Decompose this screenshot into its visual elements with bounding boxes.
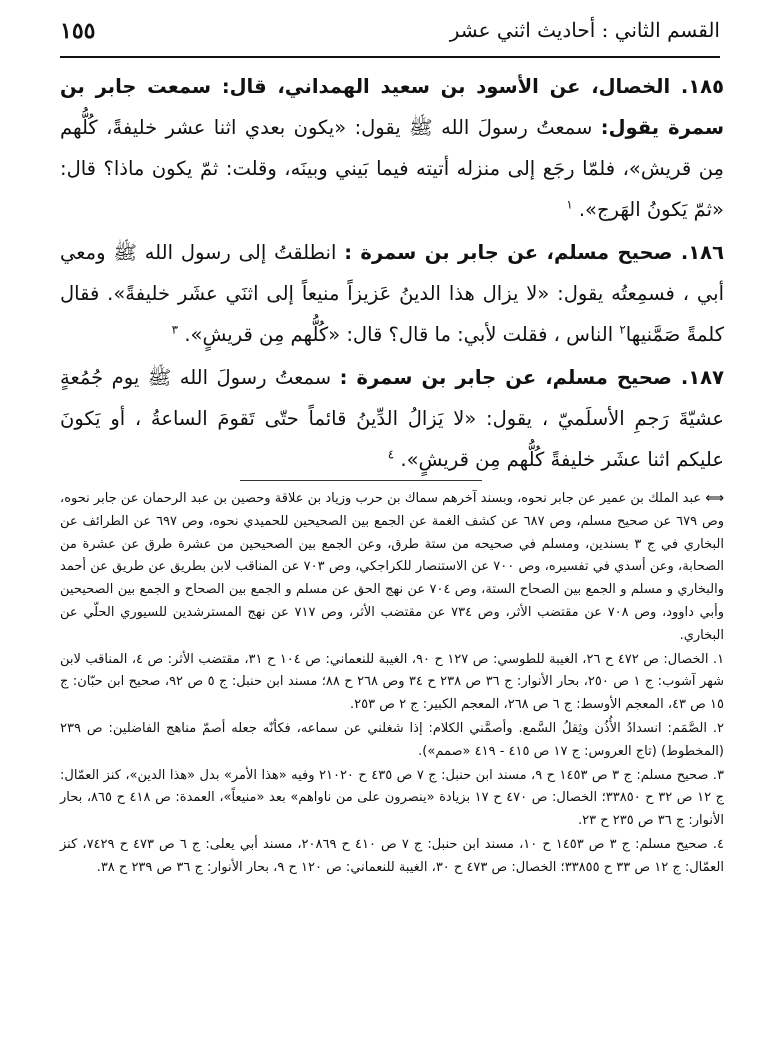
hadith-number: ١٨٦	[688, 241, 724, 264]
footnote-text: عبد الملك بن عمير عن جابر نحوه، وبسند آخرهم سماك بن حرب وزياد بن علاقة وحصين بن عبد الرحمان عن جابر نحوه، وص ٦٧٩ عن صحيح مسلم، وص ٦٨٧ عن كشف الغمة عن الجمع بين الصحيحين للحميدي نحوه، وص ٦٩٧ عن الطرائف عن البخاري في ج ٣ بسندين، ومسلم في صحيحه من ستة طرق، وعن الجمع بين الصحيحين من عشرة طرق عن عشرة من الصحابة، وعن أسدي في تفسيره، وص ٧٠٠ عن الاستنصار للكراجكي، وص ٧٠٣ عن المناقب لابن بطريق عن طريق عن أحمد والبخاري و مسلم و الجمع بين الصحاح الستة، وص ٧٠٤ عن نهج الحق عن مسلم و الجمع بين الصحاح و الجمع بين الصحيحين وأبي داوود، وص ٧٠٨ عن مقتضب الأثر، وص ٧٣٤ عن مقتضب الأثر، وص ٧١٧ عن نهج المسترشدين للسيوري الحلّي عن البخاري.	[60, 491, 725, 643]
continuation-arrow-icon: ⟺	[705, 491, 724, 506]
footnotes	[60, 488, 724, 881]
footnote-separator	[240, 480, 482, 481]
page-number: ١٥٥	[60, 18, 96, 44]
hadith-text: سمعتُ رسولَ الله ﷺ يقول: «يكون بعدي اثنا عشر خليفةً، كُلُّهم مِن قريش»، فلمّا رجَع إلى منزله أتيته فيما بَيني وبينَه، وقلت: ثمّ يكون ماذا؟ قال: «ثمّ يَكونُ الهَرج».	[60, 116, 724, 221]
hadith-source: صحيح مسلم، عن جابر بن سمرة :	[344, 241, 673, 264]
footnote-ref[interactable]: ٤	[387, 447, 395, 462]
footnote-4: ٤. صحيح مسلم: ج ٣ ص ١٤٥٣ ح ١٠، مسند ابن حنبل: ج ٧ ص ٤١٠ ح ٢٠٨٦٩، مسند أبي يعلى: ج ٦ ص ٤٧٣ ح ٧٤٢٩، كنز العمّال: ج ١٢ ص ٣٣ ح ٣٣٨٥٥؛ الخصال: ص ٤٧٣ ح ٣٠، الغيبة للنعماني: ص ١٢٠ ح ٩، بحار الأنوار: ج ٣٦ ص ٢٣٩ ح ٣٨.	[60, 836, 724, 875]
hadith-number: ١٨٧	[688, 366, 724, 389]
hadith-185: ١٨٥. الخصال، عن الأسود بن سعيد الهمداني، قال: سمعت جابر بن سمرة يقول: سمعتُ رسولَ الله ﷺ يقول: «يكون بعدي اثنا عشر خليفةً، كُلُّهم مِن قريش»، فلمّا رجَع إلى منزله أتيته فيما بَيني وبينَه، وقلت: ثمّ يكون ماذا؟ قال: «ثمّ يَكونُ الهَرج». $^١$	[60, 75, 725, 221]
header-rule	[60, 56, 720, 58]
footnote-2: ٢. الصَّمَم: انسدادُ الأُذُن وثِقلُ السَّمع. وأصمَّني الكلام: إذا شغلني عن سماعه، فكأنّه جعله أصمّ مناهج الفاضلين: ص ٢٣٩ (المخطوط) (تاج العروس: ج ١٧ ص ٤١٥ - ٤١٩ «صمم»).	[60, 720, 724, 759]
hadith-source: الخصال، عن الأسود بن سعيد الهمداني، قال: سمعت جابر بن سمرة يقول:	[60, 75, 725, 139]
main-text	[60, 66, 724, 482]
footnote-ref[interactable]: ٢	[619, 322, 626, 337]
hadith-text: سمعتُ رسولَ الله ﷺ يوم جُمُعةٍ عشيّةَ رَجمِ الأسلَميّ ، يقول: «لا يَزالُ الدِّينُ قائماً حتّى تَقومَ الساعةُ ، أو يَكونَ عليكم اثنا عشَر خليفةً كُلُّهم مِن قريشٍ».	[60, 366, 724, 471]
footnote-continuation	[60, 488, 724, 648]
page-header	[60, 14, 720, 54]
footnote-1: ١. الخصال: ص ٤٧٢ ح ٢٦، الغيبة للطوسي: ص ١٢٧ ح ٩٠، الغيبة للنعماني: ص ١٠٤ ح ٣١، مقتضب الأثر: ص ٤، المناقب لابن شهر آشوب: ج ١ ص ٢٥٠، بحار الأنوار: ج ٣٦ ص ٢٣٨ ح ٣٤ وص ٢٦٨ ح ٨٨؛ مسند ابن حنبل: ج ٥ ص ٩٢، صحيح ابن حبّان: ج ١٥ ص ٤٣، المعجم الأوسط: ج ٦ ص ٢٦٨، المعجم الكبير: ج ٢ ص ٢٥٣.	[60, 651, 725, 713]
running-title: القسم الثاني : أحاديث اثني عشر	[449, 18, 720, 42]
footnote-ref[interactable]: ١	[566, 197, 573, 212]
footnote-3: ٣. صحيح مسلم: ج ٣ ص ١٤٥٣ ح ٩، مسند ابن حنبل: ج ٧ ص ٤٣٥ ح ٢١٠٢٠ وفيه «هذا الأمر» بدل «هذا الدين»، كنز العمّال: ج ١٢ ص ٣٢ ح ٣٣٨٥٠؛ الخصال: ص ٤٧٠ ح ١٧ بزيادة «ينصرون على من ناواهم» بعد «منيعاً»، العمدة: ص ٤١٨ ح ٨٦٥، بحار الأنوار: ج ٣٦ ص ٢٣٥ ح ٢٣.	[60, 767, 725, 829]
hadith-text: انطلقتُ إلى رسول الله ﷺ ومعي أبي ، فسمِعتُه يقول: «لا يزال هذا الدينُ عَزيزاً منيعاً إلى اثنَي عشَر خليفةً». فقال كلمةً صَمَّنيها	[60, 241, 724, 346]
hadith-187: ١٨٧. صحيح مسلم، عن جابر بن سمرة : سمعتُ رسولَ الله ﷺ يوم جُمُعةٍ عشيّةَ رَجمِ الأسلَميّ ، يقول: «لا يَزالُ الدِّينُ قائماً حتّى تَقومَ الساعةُ ، أو يَكونَ عليكم اثنا عشَر خليفةً كُلُّهم مِن قريشٍ». $^٤$	[60, 366, 724, 471]
footnote-ref[interactable]: ٣	[171, 322, 179, 337]
hadith-186: ١٨٦. صحيح مسلم، عن جابر بن سمرة : انطلقتُ إلى رسول الله ﷺ ومعي أبي ، فسمِعتُه يقول: «لا يزال هذا الدينُ عَزيزاً منيعاً إلى اثنَي عشَر خليفةً». فقال كلمةً صَمَّنيها$^٢$ الناس ، فقلت لأبي: ما قال؟ قال: «كُلُّهم مِن قريشٍ». $^٣$	[60, 241, 724, 346]
hadith-text: الناس ، فقلت لأبي: ما قال؟ قال: «كُلُّهم مِن قريشٍ».	[184, 323, 614, 346]
hadith-number: ١٨٥	[688, 75, 724, 98]
hadith-source: صحيح مسلم، عن جابر بن سمرة :	[339, 366, 672, 389]
